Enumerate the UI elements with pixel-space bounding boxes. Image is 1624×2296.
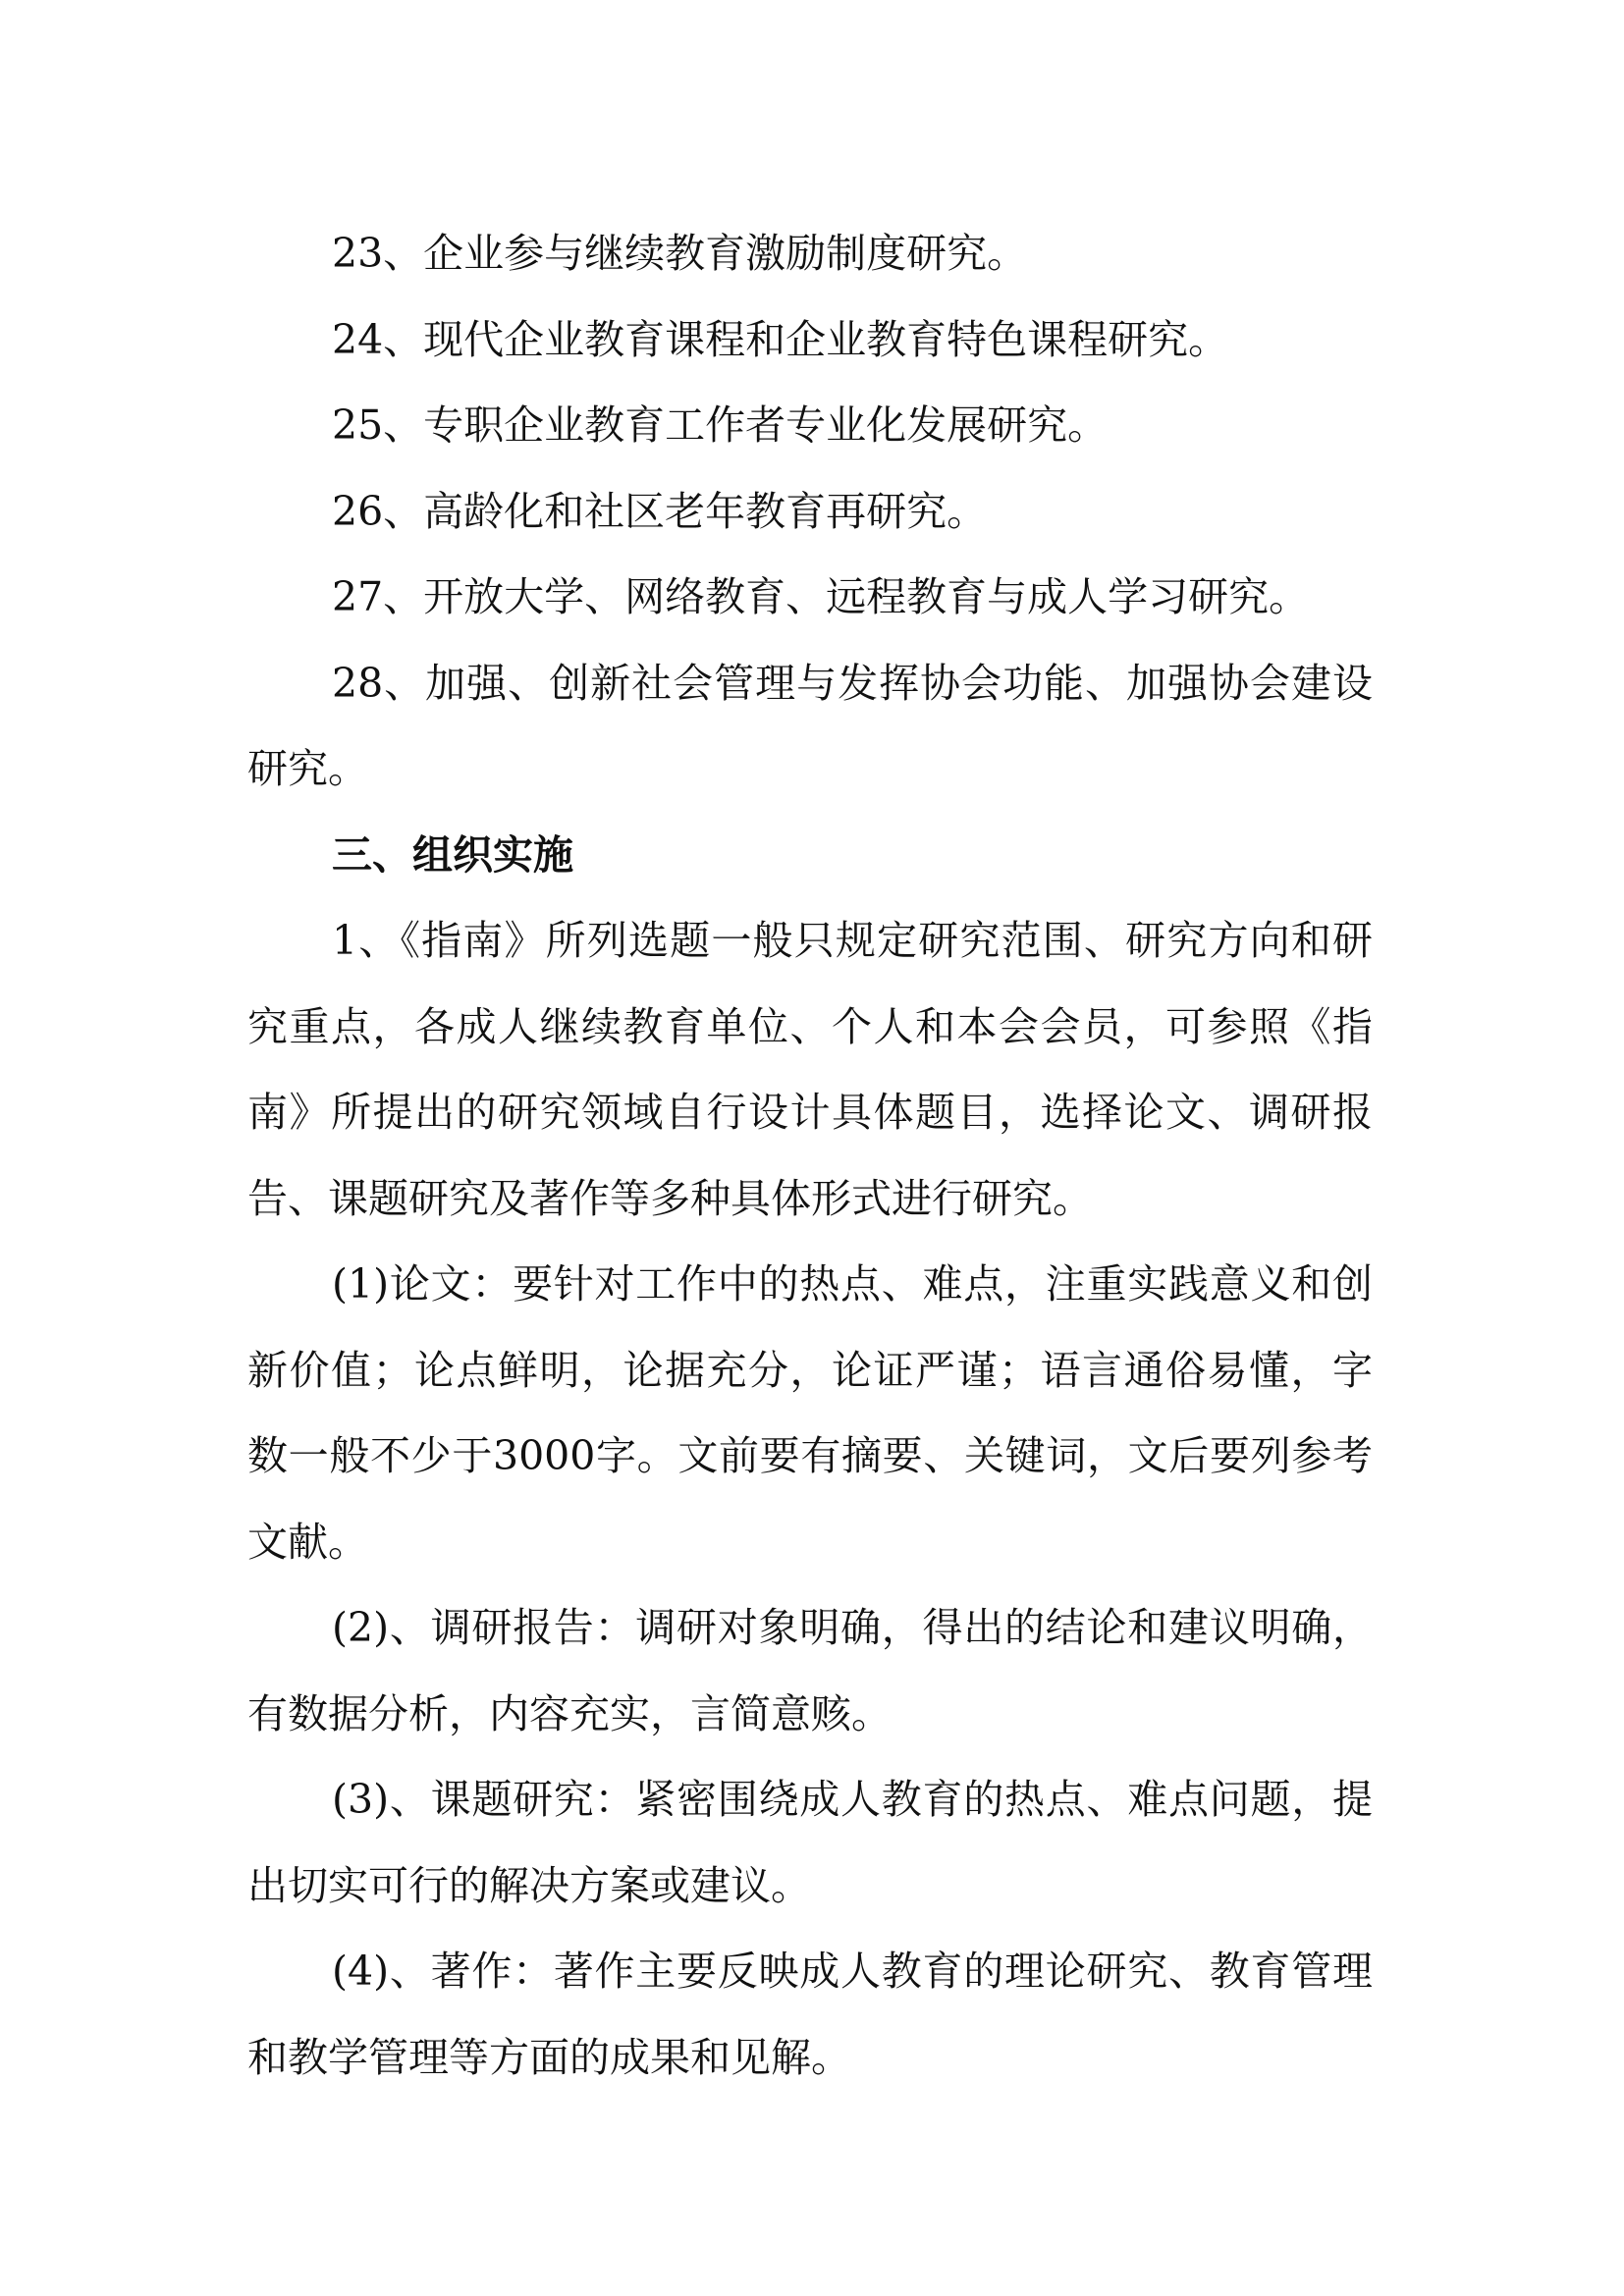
paragraph-project-research: (3)、课题研究：紧密围绕成人教育的热点、难点问题，提出切实可行的解决方案或建议。 (247, 1776, 1373, 1909)
research-topic-23: 23、企业参与继续教育激励制度研究。 (332, 230, 1028, 277)
paragraph-monograph: (4)、著作：著作主要反映成人教育的理论研究、教育管理和教学管理等方面的成果和见解。 (247, 1948, 1373, 2081)
paragraph-guideline-scope: 1、《指南》所列选题一般只规定研究范围、研究方向和研究重点，各成人继续教育单位、个人和本会会员，可参照《指南》所提出的研究领域自行设计具体题目，选择论文、调研报告、课题研究及著作等多种具体形式进行研究。 (247, 917, 1373, 1222)
section-heading: 三、组织实施 (332, 830, 573, 879)
research-topic-27: 27、开放大学、网络教育、远程教育与成人学习研究。 (332, 573, 1310, 620)
document-body (247, 211, 1373, 2101)
research-topic-24: 24、现代企业教育课程和企业教育特色课程研究。 (332, 315, 1229, 363)
research-topic-26: 26、高龄化和社区老年教育再研究。 (332, 487, 988, 535)
research-topic-28: 28、加强、创新社会管理与发挥协会功能、加强协会建设研究。 (247, 659, 1373, 792)
paragraph-thesis: (1)论文：要针对工作中的热点、难点，注重实践意义和创新价值；论点鲜明，论据充分，论证严谨；语言通俗易懂，字数一般不少于3000字。文前要有摘要、关键词，文后要列参考文献。 (247, 1260, 1373, 1566)
research-topic-25: 25、专职企业教育工作者专业化发展研究。 (332, 401, 1109, 449)
paragraph-research-report: (2)、调研报告：调研对象明确，得出的结论和建议明确，有数据分析，内容充实，言简意赅。 (247, 1604, 1373, 1737)
